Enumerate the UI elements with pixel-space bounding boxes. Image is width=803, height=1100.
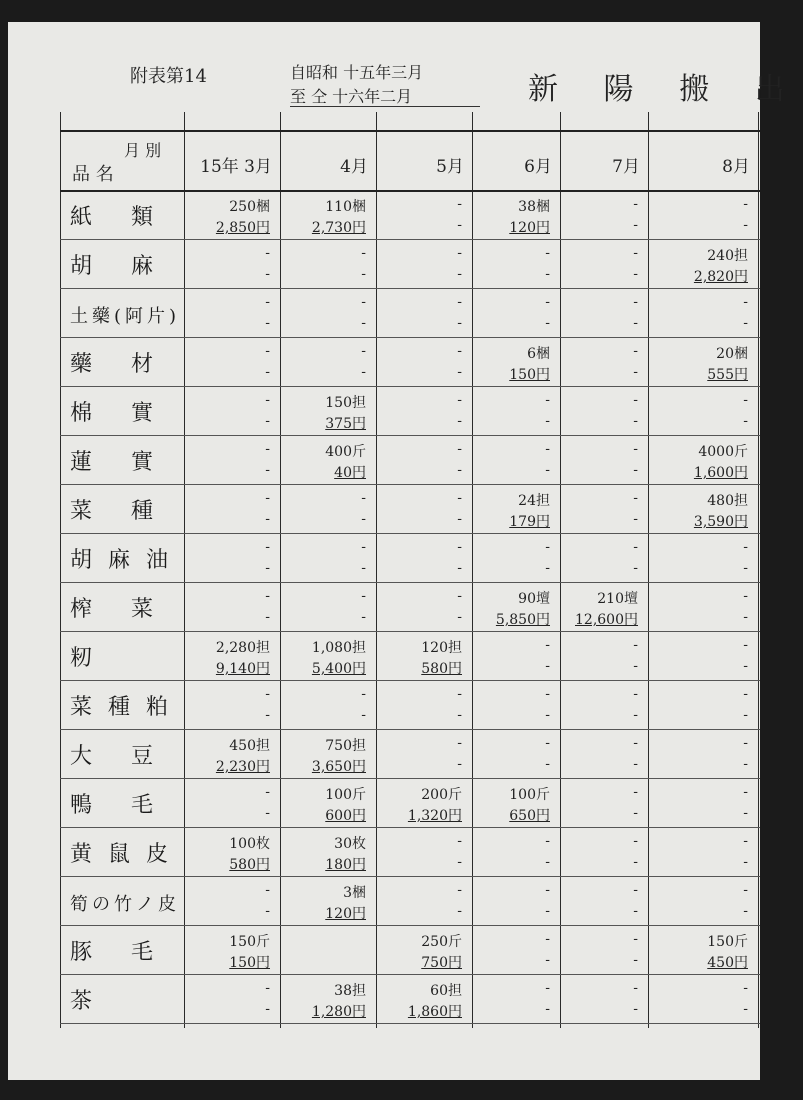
cell-quantity: - (633, 784, 638, 800)
row-rule (60, 631, 760, 632)
cell-quantity: - (633, 637, 638, 653)
cell-value: 5,400円 (311, 661, 366, 677)
cell-value: - (743, 315, 748, 331)
cell-quantity: 250斤 (421, 934, 462, 950)
item-name: 榨 菜 (70, 597, 169, 622)
cell-value: 180円 (325, 857, 366, 873)
cell-value: - (265, 413, 270, 429)
cell-value: - (265, 1001, 270, 1017)
cell-value: - (633, 315, 638, 331)
item-name: 土藥(阿片) (70, 306, 181, 327)
cell-quantity: - (545, 833, 550, 849)
cell-value: - (457, 511, 462, 527)
cell-quantity: 100斤 (509, 787, 550, 803)
cell-value: - (265, 462, 270, 478)
cell-quantity: 30枚 (334, 836, 366, 852)
cell-value: 12,600円 (575, 612, 638, 628)
cell-value: - (545, 1001, 550, 1017)
row-rule (60, 778, 760, 779)
cell-quantity: 120担 (421, 640, 462, 656)
cell-quantity: - (457, 392, 462, 408)
item-name: 黄鼠皮 (70, 842, 185, 867)
cell-quantity: - (457, 735, 462, 751)
cell-value: - (457, 756, 462, 772)
cell-value: - (743, 1001, 748, 1017)
header-bottom-rule (60, 190, 760, 192)
cell-value: 9,140円 (215, 661, 270, 677)
cell-value: - (265, 707, 270, 723)
cell-value: 120円 (325, 906, 366, 922)
cell-quantity: 2,280担 (215, 640, 270, 656)
cell-quantity: 480担 (707, 493, 748, 509)
cell-value: 5,850円 (495, 612, 550, 628)
column-rule (184, 112, 185, 1028)
cell-value: - (633, 364, 638, 380)
cell-value: - (457, 266, 462, 282)
cell-value: 3,590円 (693, 514, 748, 530)
cell-quantity: - (545, 294, 550, 310)
cell-quantity: - (361, 245, 366, 261)
cell-value: 600円 (325, 808, 366, 824)
item-name: 藥 材 (70, 352, 169, 377)
cell-value: - (545, 707, 550, 723)
cell-quantity: 3梱 (343, 885, 366, 901)
cell-value: 2,850円 (215, 220, 270, 236)
cell-quantity: - (633, 931, 638, 947)
cell-value: - (265, 805, 270, 821)
row-rule (60, 582, 760, 583)
cell-quantity: - (743, 588, 748, 604)
row-rule (60, 484, 760, 485)
cell-quantity: - (457, 245, 462, 261)
cell-value: - (457, 217, 462, 233)
cell-value: - (361, 560, 366, 576)
column-rule (472, 112, 473, 1028)
cell-quantity: 200斤 (421, 787, 462, 803)
cell-value: - (633, 266, 638, 282)
cell-quantity: - (361, 588, 366, 604)
cell-quantity: - (633, 343, 638, 359)
cell-quantity: - (361, 490, 366, 506)
cell-value: - (633, 805, 638, 821)
cell-value: - (743, 217, 748, 233)
cell-quantity: 6梱 (527, 346, 550, 362)
cell-value: - (633, 854, 638, 870)
cell-value: 2,820円 (693, 269, 748, 285)
cell-quantity: 400斤 (325, 444, 366, 460)
cell-quantity: - (265, 294, 270, 310)
cell-quantity: - (545, 441, 550, 457)
cell-value: - (743, 805, 748, 821)
row-rule (60, 435, 760, 436)
cell-value: 2,730円 (311, 220, 366, 236)
cell-quantity: - (265, 392, 270, 408)
column-rule (648, 112, 649, 1028)
cell-value: - (633, 511, 638, 527)
cell-quantity: 240担 (707, 248, 748, 264)
cell-quantity: - (743, 980, 748, 996)
column-rule (280, 112, 281, 1028)
cell-quantity: - (265, 588, 270, 604)
cell-quantity: - (265, 882, 270, 898)
cell-value: - (545, 854, 550, 870)
item-name: 籾 (70, 646, 109, 671)
cell-value: 150円 (509, 367, 550, 383)
cell-quantity: - (633, 196, 638, 212)
cell-quantity: - (457, 294, 462, 310)
table-label: 附表第14 (130, 66, 207, 87)
item-name: 鴨 毛 (70, 793, 169, 818)
cell-quantity: - (457, 441, 462, 457)
cell-value: - (633, 903, 638, 919)
cell-value: - (361, 266, 366, 282)
document-sheet (8, 22, 803, 1080)
cell-value: - (265, 266, 270, 282)
cell-quantity: - (633, 245, 638, 261)
cell-quantity: - (633, 980, 638, 996)
cell-quantity: - (633, 882, 638, 898)
cell-quantity: - (633, 441, 638, 457)
cell-value: - (265, 364, 270, 380)
cell-value: - (545, 952, 550, 968)
cell-value: - (743, 903, 748, 919)
cell-value: - (457, 560, 462, 576)
cell-value: - (457, 413, 462, 429)
cell-quantity: 90壇 (518, 591, 550, 607)
cell-quantity: 210壇 (597, 591, 638, 607)
cell-quantity: - (633, 392, 638, 408)
cell-value: - (633, 658, 638, 674)
cell-quantity: - (633, 735, 638, 751)
row-rule (60, 925, 760, 926)
cell-quantity: - (545, 735, 550, 751)
cell-value: - (633, 756, 638, 772)
cell-value: - (361, 511, 366, 527)
cell-value: - (633, 462, 638, 478)
cell-value: - (743, 609, 748, 625)
cell-quantity: - (545, 637, 550, 653)
cell-value: - (545, 903, 550, 919)
column-rule (376, 112, 377, 1028)
cell-value: 1,280円 (311, 1004, 366, 1020)
cell-value: 2,230円 (215, 759, 270, 775)
cell-quantity: - (265, 441, 270, 457)
cell-quantity: 24担 (518, 493, 550, 509)
item-name: 菜 種 (70, 499, 169, 524)
cell-quantity: - (265, 980, 270, 996)
cell-value: - (633, 952, 638, 968)
cell-quantity: - (457, 588, 462, 604)
cell-value: - (457, 707, 462, 723)
cell-quantity: 450担 (229, 738, 270, 754)
cell-quantity: 60担 (430, 983, 462, 999)
period-to: 至 仝 十六年二月 (290, 87, 413, 106)
cell-value: - (743, 854, 748, 870)
cell-value: - (743, 658, 748, 674)
cell-quantity: - (743, 833, 748, 849)
month-header: 15年 3月 (200, 157, 272, 177)
item-name: 豚 毛 (70, 940, 169, 965)
document-title: 新 陽 搬 出 (528, 72, 803, 107)
cell-quantity: - (457, 882, 462, 898)
row-rule (60, 974, 760, 975)
cell-value: 120円 (509, 220, 550, 236)
cell-quantity: 20梱 (716, 346, 748, 362)
column-rule (758, 112, 759, 1028)
item-name: 筍の竹ノ皮 (70, 894, 180, 915)
cell-quantity: - (265, 686, 270, 702)
cell-quantity: 100斤 (325, 787, 366, 803)
item-name: 胡麻油 (70, 548, 185, 573)
cell-quantity: - (545, 245, 550, 261)
cell-value: - (361, 707, 366, 723)
header-top-rule (60, 130, 760, 132)
cell-value: - (743, 560, 748, 576)
cell-value: - (265, 560, 270, 576)
row-rule (60, 827, 760, 828)
cell-value: 555円 (707, 367, 748, 383)
cell-value: - (545, 658, 550, 674)
cell-value: - (633, 707, 638, 723)
cell-quantity: 750担 (325, 738, 366, 754)
cell-value: - (545, 560, 550, 576)
cell-value: 1,600円 (693, 465, 748, 481)
month-header: 4月 (340, 157, 368, 177)
cell-quantity: - (743, 784, 748, 800)
cell-value: - (361, 609, 366, 625)
cell-quantity: - (457, 196, 462, 212)
row-rule (60, 680, 760, 681)
cell-value: - (545, 462, 550, 478)
cell-quantity: - (545, 392, 550, 408)
cell-value: - (265, 315, 270, 331)
cell-value: 1,860円 (407, 1004, 462, 1020)
cell-quantity: - (545, 882, 550, 898)
cell-value: - (457, 609, 462, 625)
cell-value: - (545, 756, 550, 772)
cell-value: 40円 (334, 465, 366, 481)
cell-quantity: - (265, 784, 270, 800)
cell-value: - (743, 707, 748, 723)
item-name: 大 豆 (70, 744, 169, 769)
cell-quantity: - (743, 539, 748, 555)
cell-value: - (361, 364, 366, 380)
cell-quantity: 38梱 (518, 199, 550, 215)
cell-value: - (633, 560, 638, 576)
row-rule (60, 386, 760, 387)
cell-quantity: - (361, 686, 366, 702)
month-header: 5月 (436, 157, 464, 177)
cell-quantity: 100枚 (229, 836, 270, 852)
cell-quantity: 150担 (325, 395, 366, 411)
cell-value: - (545, 413, 550, 429)
cell-quantity: - (265, 490, 270, 506)
month-header: 6月 (524, 157, 552, 177)
month-header: 7月 (612, 157, 640, 177)
cell-value: - (633, 1001, 638, 1017)
cell-quantity: - (743, 392, 748, 408)
cell-quantity: - (361, 343, 366, 359)
cell-value: - (633, 217, 638, 233)
row-rule (60, 239, 760, 240)
item-name: 胡 麻 (70, 254, 169, 279)
cell-quantity: 38担 (334, 983, 366, 999)
cell-quantity: - (743, 686, 748, 702)
cell-value: 375円 (325, 416, 366, 432)
month-header: 8月 (722, 157, 750, 177)
cell-value: - (545, 315, 550, 331)
cell-value: 179円 (509, 514, 550, 530)
cell-quantity: 250梱 (229, 199, 270, 215)
cell-quantity: - (743, 294, 748, 310)
cell-quantity: - (545, 539, 550, 555)
cell-quantity: - (545, 980, 550, 996)
cell-quantity: - (457, 539, 462, 555)
cell-quantity: 4000斤 (698, 444, 748, 460)
cell-value: - (457, 854, 462, 870)
corner-item-label: 品 名 (72, 164, 114, 185)
cell-value: 3,650円 (311, 759, 366, 775)
row-rule (60, 729, 760, 730)
cell-value: 750円 (421, 955, 462, 971)
cell-value: - (545, 266, 550, 282)
cell-quantity: 1,080担 (311, 640, 366, 656)
item-name: 菜種粕 (70, 695, 185, 720)
row-rule (60, 533, 760, 534)
cell-value: 150円 (229, 955, 270, 971)
cell-quantity: - (545, 931, 550, 947)
item-name: 棉 實 (70, 401, 169, 426)
item-name: 茶 (70, 989, 109, 1014)
column-rule (60, 112, 61, 1028)
cell-quantity: - (265, 539, 270, 555)
corner-month-label: 月 別 (124, 141, 162, 160)
cell-quantity: 110梱 (325, 199, 366, 215)
cell-value: - (265, 511, 270, 527)
cell-value: - (265, 609, 270, 625)
period-underline (290, 106, 480, 107)
cell-quantity: - (633, 833, 638, 849)
row-rule (60, 337, 760, 338)
cell-value: - (743, 413, 748, 429)
item-name: 蓮 實 (70, 450, 169, 475)
cell-value: - (265, 903, 270, 919)
cell-quantity: - (265, 245, 270, 261)
cell-quantity: - (633, 490, 638, 506)
cell-value: 580円 (229, 857, 270, 873)
row-rule (60, 288, 760, 289)
cell-value: - (633, 413, 638, 429)
cell-quantity: - (743, 882, 748, 898)
cell-quantity: - (457, 686, 462, 702)
cell-value: 450円 (707, 955, 748, 971)
cell-value: - (457, 903, 462, 919)
row-rule (60, 1023, 760, 1024)
cell-value: - (457, 364, 462, 380)
row-rule (60, 876, 760, 877)
cell-value: - (361, 315, 366, 331)
cell-quantity: - (457, 833, 462, 849)
cell-quantity: - (743, 196, 748, 212)
cell-quantity: - (743, 735, 748, 751)
item-name: 紙 類 (70, 205, 169, 230)
cell-quantity: - (457, 490, 462, 506)
cell-value: 1,320円 (407, 808, 462, 824)
cell-quantity: - (457, 343, 462, 359)
cell-value: - (457, 315, 462, 331)
period-from: 自昭和 十五年三月 (290, 63, 424, 82)
shipment-table (60, 112, 760, 1028)
cell-quantity: - (265, 343, 270, 359)
cell-quantity: - (633, 539, 638, 555)
cell-quantity: - (361, 294, 366, 310)
cell-quantity: 150斤 (707, 934, 748, 950)
cell-quantity: - (633, 294, 638, 310)
cell-quantity: - (633, 686, 638, 702)
cell-value: - (743, 756, 748, 772)
cell-quantity: - (545, 686, 550, 702)
cell-value: - (457, 462, 462, 478)
cell-value: 650円 (509, 808, 550, 824)
cell-quantity: - (743, 637, 748, 653)
cell-quantity: - (361, 539, 366, 555)
cell-quantity: 150斤 (229, 934, 270, 950)
cell-value: 580円 (421, 661, 462, 677)
column-rule (560, 112, 561, 1028)
